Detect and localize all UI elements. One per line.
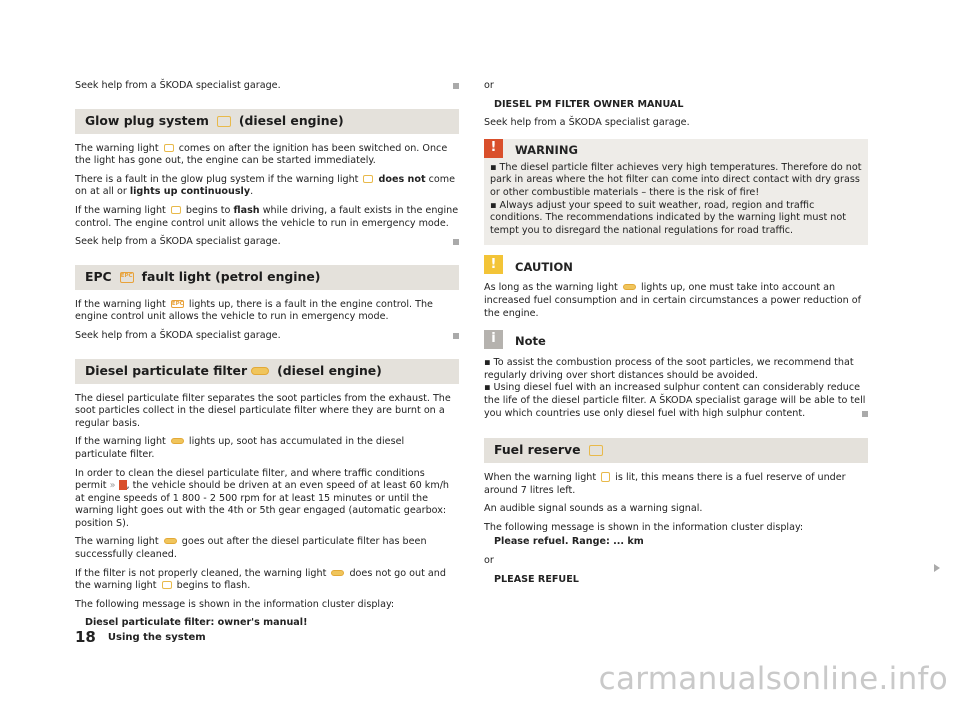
end-marker <box>453 239 459 245</box>
glow-paragraph-2: There is a fault in the glow plug system if the warning light does not come on at all or lights up continuously. <box>75 173 456 198</box>
glow-plug-icon <box>171 206 181 214</box>
glow-heading-text: Glow plug system <box>85 112 209 128</box>
glow-paragraph-1: The warning light comes on after the ignition has been switched on. Once the light has gone out, the engine can be started immediately. <box>75 142 448 167</box>
note-header <box>484 331 868 349</box>
fuel-heading-text: Fuel reserve <box>494 442 581 458</box>
fuel-or-text: or <box>484 555 494 567</box>
dpf-paragraph-6: The following message is shown in the information cluster display: <box>75 598 395 610</box>
dpf-paragraph-4: The warning light goes out after the diesel particulate filter has been successfully cleaned. <box>75 536 427 561</box>
particulate-filter-icon <box>251 367 269 375</box>
glow-heading-suffix: (diesel engine) <box>238 112 344 128</box>
intro-text: Seek help from a ŠKODA specialist garage. <box>75 80 281 91</box>
warning-bullet-2: ▪ Always adjust your speed to suit weather, road, region and traffic conditions. The recommendations indicated by the warning light must not tempt you to disregard the national regulations for road traffic. <box>490 199 846 236</box>
page-number: 18 <box>75 628 96 646</box>
particulate-filter-icon <box>331 570 344 576</box>
particulate-filter-icon <box>171 438 184 444</box>
end-marker <box>453 333 459 339</box>
cross-reference-arrow[interactable]: » <box>109 480 116 492</box>
epc-icon: EPC <box>120 272 134 283</box>
warning-icon: ! <box>484 139 503 158</box>
dpf-paragraph-5: If the filter is not properly cleaned, the warning light does not go out and the warning light begins to flash. <box>75 567 446 592</box>
watermark: carmanualsonline.info <box>598 661 948 697</box>
caution-paragraph: As long as the warning light lights up, one must take into account an increased fuel consumption and in certain circumstances a power reduction of the engine. <box>484 282 861 319</box>
left-column <box>75 80 459 636</box>
glow-plug-icon <box>363 175 373 183</box>
info-icon: i <box>484 330 503 349</box>
dpf-paragraph-3: In order to clean the diesel particulate filter, and where traffic conditions permit » , the vehicle should be driven at an even speed of at least 60 km/h at engine speeds of 1 800 - 2 500 rpm for at least 15 minutes or until the warning light goes out with the 4th or 5th gear engaged (automatic gearbox: position S). <box>75 467 450 529</box>
epc-heading-text: EPC <box>85 268 112 284</box>
epc-icon: EPC <box>171 300 184 307</box>
dpf-heading <box>75 359 459 384</box>
caution-title: CAUTION <box>515 259 573 274</box>
or-text: or <box>484 80 494 91</box>
note-bullet-1: ▪ To assist the combustion process of the soot particles, we recommend that regularly driving over short distances should be avoided. <box>484 357 854 381</box>
warning-box <box>484 139 868 246</box>
glow-paragraph-4: Seek help from a ŠKODA specialist garage. <box>75 236 459 249</box>
page-footer <box>75 628 206 646</box>
fuel-message-2: PLEASE REFUEL <box>494 573 579 585</box>
dpf-paragraph-1: The diesel particulate filter separates the soot particles from the exhaust. The soot particles collect in the diesel particulate filter where they are burnt on a regular basis. <box>75 392 451 429</box>
warning-bullet-1: ▪ The diesel particle filter achieves very high temperatures. Therefore do not park in areas where the hot filter can come into direct contact with dry grass or other combustible materials – there is the risk of fire! <box>490 161 862 198</box>
fuel-paragraph-1: When the warning light is lit, this means there is a fuel reserve of under around 7 litres left. <box>484 472 846 496</box>
particulate-filter-icon <box>164 538 177 544</box>
end-marker <box>453 83 459 89</box>
dpf-heading-text: Diesel particulate filter <box>85 362 248 378</box>
glow-plug-heading <box>75 109 459 134</box>
section-name: Using the system <box>107 631 206 643</box>
warning-title: WARNING <box>515 142 578 157</box>
fuel-paragraph-3: The following message is shown in the information cluster display: <box>484 521 804 533</box>
fuel-pump-icon <box>601 472 610 482</box>
fuel-pump-icon <box>589 445 603 456</box>
glow-plug-icon <box>162 581 172 589</box>
fuel-reserve-heading <box>484 438 868 463</box>
warning-reference-icon <box>119 480 127 490</box>
display-message: DIESEL PM FILTER OWNER MANUAL <box>494 98 684 110</box>
epc-paragraph-2: Seek help from a ŠKODA specialist garage. <box>75 330 459 343</box>
warning-header <box>484 139 862 158</box>
epc-heading <box>75 265 459 290</box>
glow-plug-icon <box>164 144 174 152</box>
dpf-display-message: Diesel particulate filter: owner's manual! <box>85 617 308 629</box>
end-marker <box>862 411 868 417</box>
epc-heading-suffix: fault light (petrol engine) <box>141 268 321 284</box>
note-bullet-2: ▪ Using diesel fuel with an increased sulphur content can considerably reduce the life of the diesel particle filter. A ŠKODA specialist garage will be able to tell you which countries use only diesel fuel with high sulphur content. <box>484 382 868 420</box>
right-column <box>484 80 868 592</box>
particulate-filter-icon <box>623 284 636 290</box>
dpf-heading-suffix: (diesel engine) <box>277 362 382 378</box>
dpf-paragraph-2: If the warning light lights up, soot has accumulated in the diesel particulate filter. <box>75 436 405 460</box>
glow-plug-icon <box>217 116 231 127</box>
caution-header <box>484 256 868 274</box>
epc-paragraph-1: If the warning light EPC lights up, there is a fault in the engine control. The engine control unit allows the vehicle to run in emergency mode. <box>75 298 433 323</box>
glow-paragraph-3: If the warning light begins to flash while driving, a fault exists in the engine control. The engine control unit allows the vehicle to run in emergency mode. <box>75 204 459 229</box>
note-title: Note <box>515 334 546 349</box>
fuel-message-1: Please refuel. Range: ... km <box>494 536 644 548</box>
continue-arrow-icon <box>934 564 940 572</box>
fuel-paragraph-2: An audible signal sounds as a warning signal. <box>484 503 703 515</box>
intro-paragraph <box>75 80 459 93</box>
caution-icon: ! <box>484 255 503 274</box>
seek-help-text: Seek help from a ŠKODA specialist garage. <box>484 117 690 129</box>
